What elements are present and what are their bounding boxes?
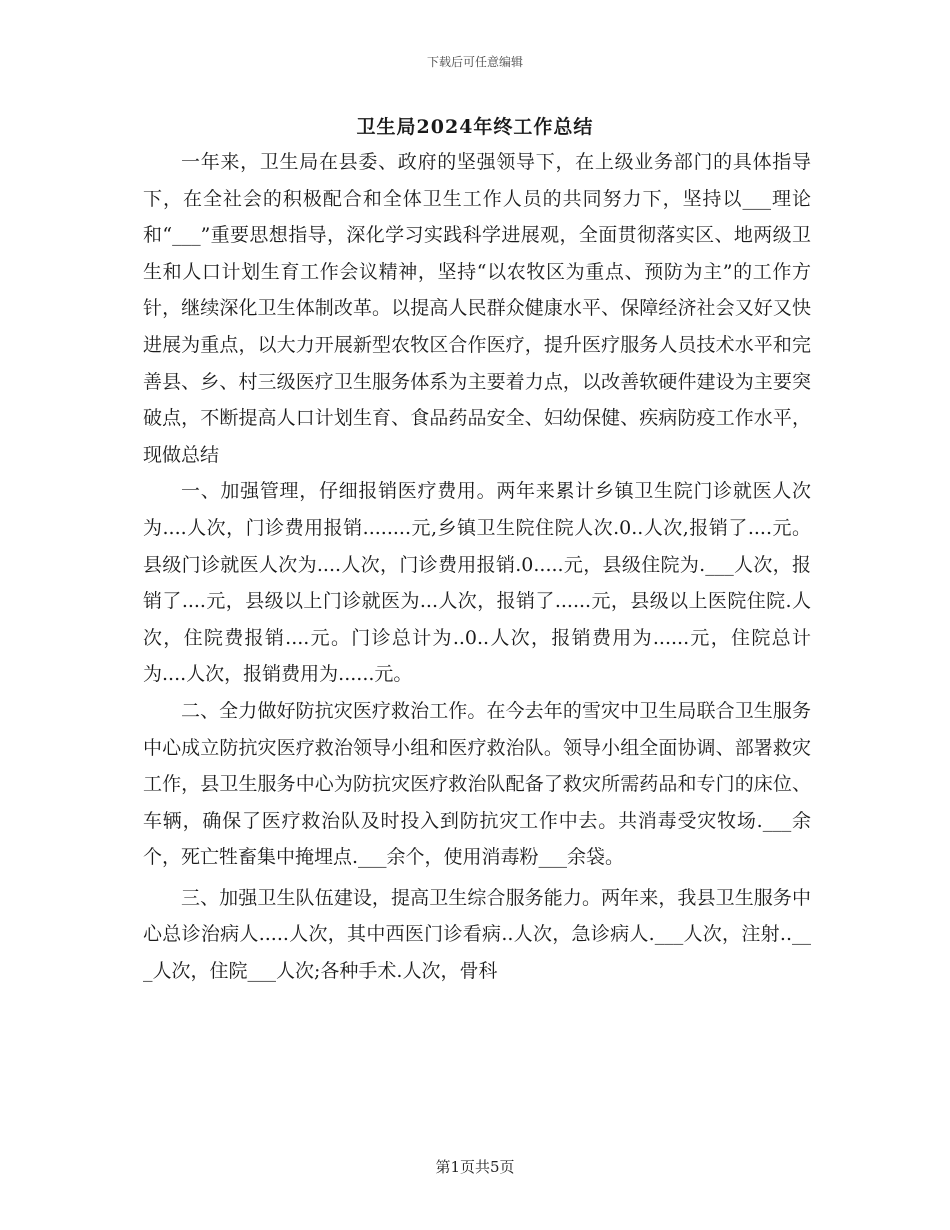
document-body bbox=[143, 144, 811, 990]
paragraph-section-1-management: 一、加强管理，仔细报销医疗费用。两年来累计乡镇卫生院门诊就医人次为....人次，门诊费用报销........元,乡镇卫生院住院人次.0..人次,报销了....元。县级门诊就医人次为....人次，门诊费用报销.0.....元，县级住院为.___人次，报销了....元，县级以上门诊就医为...人次，报销了......元，县级以上医院住院.人次，住院费报销....元。门诊总计为..0..人次，报销费用为......元，住院总计为....人次，报销费用为......元。 bbox=[143, 480, 811, 686]
paragraph-intro: 一年来，卫生局在县委、政府的坚强领导下，在上级业务部门的具体指导下，在全社会的积极配合和全体卫生工作人员的共同努力下，坚持以___理论和“___”重要思想指导，深化学习实践科学进展观，全面贯彻落实区、地两级卫生和人口计划生育工作会议精神，坚持“以农牧区为重点、预防为主”的工作方针，继续深化卫生体制改革。以提高人民群众健康水平、保障经济社会又好又快进展为重点，以大力开展新型农牧区合作医疗，提升医疗服务人员技术水平和完善县、乡、村三级医疗卫生服务体系为主要着力点，以改善软硬件建设为主要突破点，不断提高人口计划生育、食品药品安全、妇幼保健、疾病防疫工作水平，现做总结 bbox=[143, 151, 811, 466]
page-header-note: 下载后可任意编辑 bbox=[426, 55, 523, 69]
page-number-footer: 第1页共5页 bbox=[435, 1158, 515, 1176]
paragraph-section-3-team-building: 三、加强卫生队伍建设，提高卫生综合服务能力。两年来，我县卫生服务中心总诊治病人.....人次，其中西医门诊看病..人次，急诊病人.___人次，注射..___人次，住院___人次;各种手术.人次，骨科 bbox=[143, 886, 811, 983]
paragraph-section-2-disaster-relief: 二、全力做好防抗灾医疗救治工作。在今去年的雪灾中卫生局联合卫生服务中心成立防抗灾医疗救治领导小组和医疗救治队。领导小组全面协调、部署救灾工作，县卫生服务中心为防抗灾医疗救治队配备了救灾所需药品和专门的床位、车辆，确保了医疗救治队及时投入到防抗灾工作中去。共消毒受灾牧场.___余个，死亡牲畜集中掩埋点.___余个，使用消毒粉___余袋。 bbox=[143, 699, 811, 869]
document-title: 卫生局2024年终工作总结 bbox=[356, 116, 594, 138]
